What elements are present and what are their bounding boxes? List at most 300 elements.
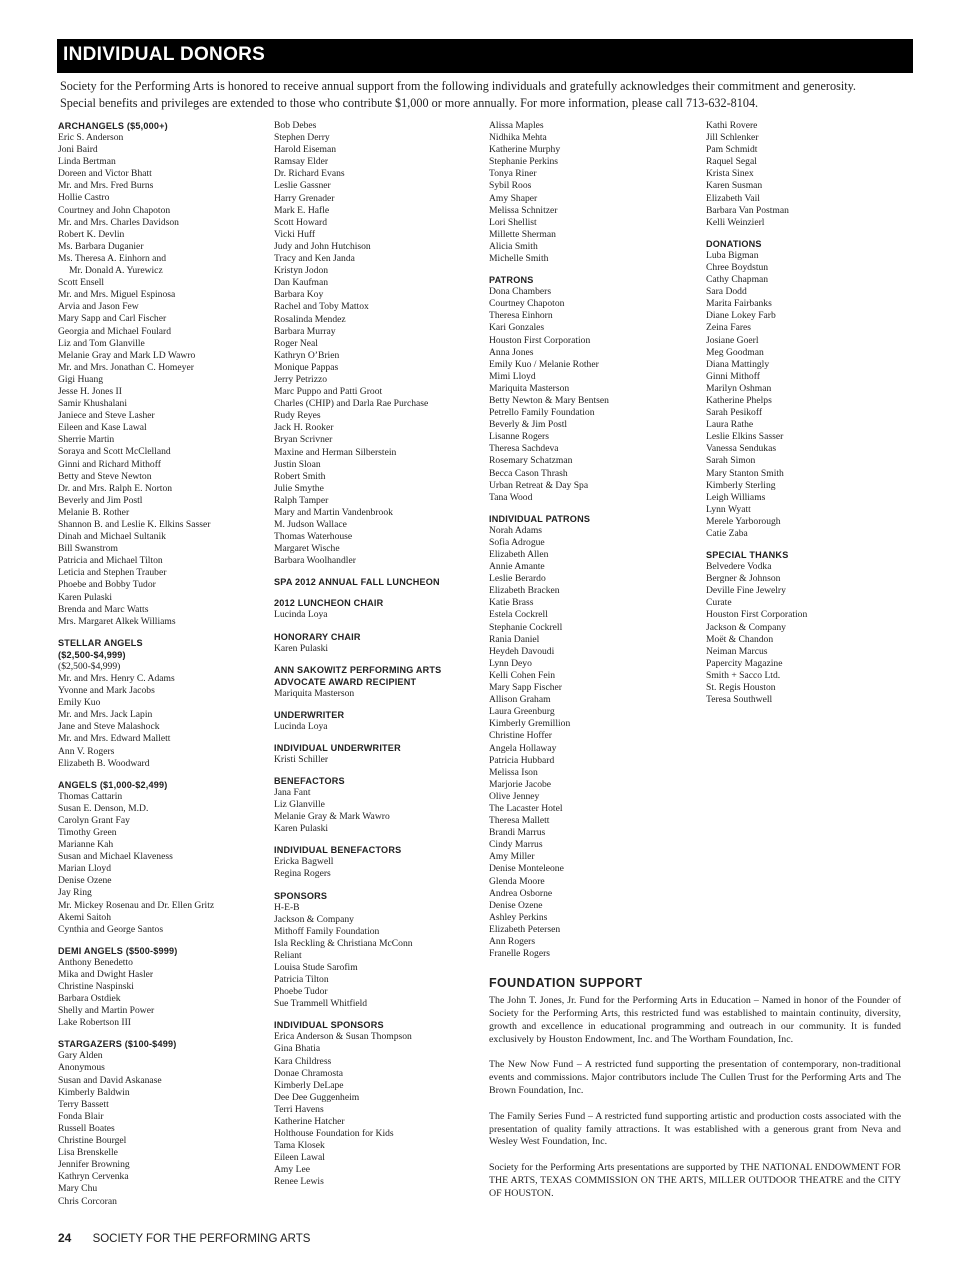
donor-name: The Lacaster Hotel — [489, 802, 563, 814]
donor-name: Chree Boydstun — [706, 261, 769, 273]
donor-name: Ms. Barbara Duganier — [58, 240, 144, 252]
donor-name: Jay Ring — [58, 887, 92, 899]
donor-name: Renee Lewis — [274, 1176, 324, 1188]
donor-name: Liz Glanville — [274, 799, 325, 811]
donor-name: Phoebe and Bobby Tudor — [58, 579, 156, 591]
donor-name: Sofia Adrogue — [489, 536, 545, 548]
donor-name: Regina Rogers — [274, 868, 331, 880]
donor-name: Theresa Mallett — [489, 815, 550, 827]
donor-name: Tama Klosek — [274, 1140, 325, 1152]
donor-name: Rudy Reyes — [274, 410, 321, 422]
donor-name: Kristi Schiller — [274, 753, 329, 765]
donor-name: Alicia Smith — [489, 240, 538, 252]
donor-name: Jackson & Company — [274, 913, 354, 925]
donor-name: Mr. Mickey Rosenau and Dr. Ellen Gritz — [58, 899, 215, 911]
donor-name: Kelli Weinzierl — [706, 216, 765, 228]
donor-name: Kimberly Baldwin — [58, 1086, 130, 1098]
donor-name: Tracy and Ken Janda — [274, 253, 355, 265]
donor-name: Amy Shaper — [489, 192, 538, 204]
donor-name: Kimberly Gremillion — [489, 718, 571, 730]
donor-name: Catie Zaba — [706, 528, 748, 539]
donor-name: Kathryn O’Brien — [274, 349, 340, 361]
donor-name: Dona Chambers — [489, 286, 552, 298]
donor-name: Lynn Wyatt — [706, 503, 751, 515]
donor-name: Meg Goodman — [706, 346, 764, 358]
donor-name: Cathy Chapman — [706, 274, 769, 286]
donor-name: Thomas Waterhouse — [274, 531, 353, 543]
donor-name: Susan E. Denson, M.D. — [58, 802, 149, 814]
donor-name: Mika and Dwight Hasler — [58, 968, 154, 980]
donor-name: Joni Baird — [58, 144, 98, 156]
donor-name: Sue Trammell Whitfield — [274, 998, 368, 1010]
donor-name: Melanie B. Rother — [58, 506, 130, 518]
donor-name: Ramsay Elder — [274, 156, 329, 168]
donor-name: Soraya and Scott McClelland — [58, 446, 171, 458]
donor-name: Elizabeth B. Woodward — [58, 757, 150, 769]
donor-name: Emily Kuo / Melanie Rother — [489, 358, 599, 370]
donor-name: Millette Sherman — [489, 228, 556, 240]
donor-name: Josiane Goerl — [706, 334, 759, 346]
donor-name: Zeina Fares — [706, 322, 752, 334]
donor-name: Kara Childress — [274, 1055, 332, 1067]
donor-name: Eileen and Kase Lawal — [58, 422, 147, 434]
donor-name: Liz and Tom Glanville — [58, 337, 145, 349]
donor-name: Barbara Ostdiek — [58, 993, 121, 1005]
donor-name: Dinah and Michael Sultanik — [58, 531, 166, 543]
intro-line: Society for the Performing Arts is honored to receive annual support from the following individuals and gratefully acknowledges their commitment and generosity. — [60, 79, 856, 93]
donor-name: Petrello Family Foundation — [489, 407, 595, 419]
donor-name: Janiece and Steve Lasher — [58, 410, 155, 422]
donor-name: Mark E. Hafle — [274, 204, 330, 216]
donor-name: Beverly and Jim Postl — [58, 494, 143, 506]
donor-name: Ralph Tamper — [274, 494, 329, 506]
donor-name: Isla Reckling & Christiana McConn — [274, 937, 413, 949]
donor-category-heading: BENEFACTORS — [274, 775, 345, 786]
donor-name: Mr. and Mrs. Henry C. Adams — [58, 672, 175, 684]
donor-category-heading: STELLAR ANGELS — [58, 637, 143, 648]
donor-name: Barbara Woolhandler — [274, 555, 356, 567]
donor-name: Barbara Murray — [274, 325, 336, 337]
donor-name: Katie Brass — [489, 597, 534, 609]
donor-name: Mimi Lloyd — [489, 370, 536, 382]
donor-name: Karen Pulaski — [58, 591, 113, 603]
donor-name: Jennifer Browning — [58, 1159, 130, 1171]
donor-name: Patricia Tilton — [274, 974, 329, 986]
donor-name: Katherine Hatcher — [274, 1116, 345, 1127]
donor-name: Norah Adams — [489, 524, 543, 536]
donor-name: Anthony Benedetto — [58, 956, 133, 968]
donor-name: Becca Cason Thrash — [489, 467, 568, 479]
donor-name: Annie Amante — [489, 561, 545, 573]
donor-category-heading: INDIVIDUAL BENEFACTORS — [274, 845, 402, 856]
donor-name: Glenda Moore — [489, 875, 545, 887]
donor-name: Shannon B. and Leslie K. Elkins Sasser — [58, 519, 211, 530]
donor-category-heading: INDIVIDUAL SPONSORS — [274, 1020, 384, 1031]
donor-name: Krista Sinex — [706, 168, 754, 180]
donor-name: Cynthia and George Santos — [58, 923, 164, 935]
donor-name: Marianne Kah — [58, 839, 114, 851]
donor-name: Heydeh Davoudi — [489, 645, 555, 657]
foundation-paragraph: Society for the Performing Arts presentations are supported by THE NATIONAL ENDOWMENT FOR THE ARTS, TEXAS COMMISSION ON THE ARTS, MILLER OUTDOOR THEATRE and the CITY OF HOUSTON. — [489, 1162, 901, 1199]
donor-name: Mr. and Mrs. Charles Davidson — [58, 216, 179, 228]
donor-name: Ann V. Rogers — [58, 745, 115, 757]
donor-name: Gary Alden — [58, 1050, 103, 1062]
donor-name: Leslie Elkins Sasser — [706, 431, 784, 443]
donor-name: Hollie Castro — [58, 192, 110, 204]
donor-column-4 — [706, 120, 916, 706]
donor-name: Robert Smith — [274, 470, 326, 482]
donor-name: Mr. and Mrs. Miguel Espinosa — [58, 289, 176, 301]
donor-name: Laura Greenburg — [489, 706, 555, 718]
donor-name: Sarah Simon — [706, 455, 756, 467]
donor-name: Robert K. Devlin — [58, 228, 125, 240]
donor-name: Leslie Berardo — [489, 573, 546, 585]
donor-name: Judy and John Hutchison — [274, 240, 371, 252]
donor-category-heading: SPECIAL THANKS — [706, 550, 789, 561]
donor-name: Leigh Williams — [706, 491, 766, 503]
donor-name: Rosemary Schatzman — [489, 455, 573, 467]
donor-name: Urban Retreat & Day Spa — [489, 479, 589, 491]
donor-name: Sherrie Martin — [58, 434, 115, 446]
footer-label: SOCIETY FOR THE PERFORMING ARTS — [92, 1233, 311, 1245]
donor-name: Mr. Donald A. Yurewicz — [69, 265, 163, 277]
donor-name: Julie Smythe — [274, 482, 324, 494]
donor-name: Charles (CHIP) and Darla Rae Purchase — [274, 398, 429, 410]
donor-name: Denise Monteleone — [489, 863, 564, 875]
donor-name: Louisa Stude Sarofim — [274, 961, 358, 973]
donor-name: Kari Gonzales — [489, 322, 545, 334]
donor-name: Elizabeth Bracken — [489, 585, 560, 597]
donor-name: Elizabeth Allen — [489, 549, 549, 560]
donor-category-heading: UNDERWRITER — [274, 709, 345, 720]
section-title: INDIVIDUAL DONORS — [63, 44, 266, 65]
donor-name: Akemi Saitoh — [58, 911, 112, 923]
donor-name: Jack H. Rooker — [274, 422, 334, 434]
donor-name: Mr. and Mrs. Fred Burns — [58, 180, 154, 192]
donor-name: Kathi Rovere — [706, 120, 758, 131]
donor-name: Andrea Osborne — [489, 887, 553, 899]
donor-name: Mary and Martin Vandenbrook — [274, 507, 393, 518]
donor-name: Pam Schmidt — [706, 144, 758, 156]
donor-name: Houston First Corporation — [489, 334, 591, 346]
page-footer — [58, 1231, 310, 1245]
foundation-paragraph: The John T. Jones, Jr. Fund for the Performing Arts in Education – Named in honor of the Founder of Society for the Performing Arts, this restricted fund was established to maintain continuity, diversity, growth and excellence in educational programming and outreach in our community. It is funded exclusively by Houston Endowment, Inc. and The Wortham Foundation, Inc. — [489, 995, 901, 1045]
section-banner — [57, 39, 913, 73]
donor-name: Diana Mattingly — [706, 358, 770, 370]
donor-name: Belvedere Vodka — [706, 561, 772, 573]
donor-name: Merele Yarborough — [706, 515, 781, 527]
donor-name: Dee Dee Guggenheim — [274, 1091, 360, 1103]
donor-category-heading: ANN SAKOWITZ PERFORMING ARTS — [274, 664, 442, 675]
donor-name: Carolyn Grant Fay — [58, 814, 130, 826]
donor-category-heading: ($2,500-$4,999) — [58, 649, 126, 660]
donor-name: Marita Fairbanks — [706, 298, 772, 310]
donor-name: Shelly and Martin Power — [58, 1005, 155, 1017]
donor-category-heading: INDIVIDUAL PATRONS — [489, 513, 591, 524]
donor-name: Chris Corcoran — [58, 1195, 117, 1207]
donor-name: Maxine and Herman Silberstein — [274, 446, 397, 458]
donor-name: Yvonne and Mark Jacobs — [58, 685, 155, 697]
donor-name: Michelle Smith — [489, 253, 549, 265]
donor-name: Bill Swanstrom — [58, 543, 118, 555]
donor-name: Harold Eiseman — [274, 144, 337, 156]
donor-name: Amy Lee — [274, 1164, 310, 1176]
donor-name: Mary Sapp and Carl Fischer — [58, 313, 167, 325]
foundation-paragraph: The New Now Fund – A restricted fund supporting the presentation of contemporary, non-traditional events and commissions. Major contributors include The Cullen Trust for the Performing Arts and The Brown Foundation, Inc. — [489, 1059, 901, 1096]
donor-name: Bob Debes — [274, 120, 317, 131]
donor-category-heading: STARGAZERS ($100-$499) — [58, 1039, 177, 1050]
donor-name: Timothy Green — [58, 826, 117, 838]
donor-name: Jana Fant — [274, 786, 311, 798]
donor-name: Kristyn Jodon — [274, 265, 329, 277]
foundation-support-title: FOUNDATION SUPPORT — [489, 976, 643, 991]
donor-name: Stephanie Cockrell — [489, 621, 563, 633]
donor-name: Sara Dodd — [706, 286, 747, 298]
donor-name: Eric S. Anderson — [58, 132, 124, 143]
donor-name: Marilyn Oshman — [706, 382, 772, 394]
donor-name: Christine Hoffer — [489, 730, 552, 742]
donor-name: Tonya Riner — [489, 168, 537, 180]
donor-name: Neiman Marcus — [706, 645, 768, 657]
donor-name: Susan and David Askanase — [58, 1074, 162, 1086]
donor-name: Katherine Murphy — [489, 144, 561, 156]
donor-name: Gigi Huang — [58, 373, 104, 385]
donor-name: Courtney and John Chapoton — [58, 204, 171, 216]
donor-name: Papercity Magazine — [706, 657, 783, 669]
donor-category-heading: ANGELS ($1,000-$2,499) — [58, 779, 168, 790]
donor-name: Mariquita Masterson — [489, 382, 570, 394]
donor-name: Amy Miller — [489, 851, 535, 863]
donor-name: Bergner & Johnson — [706, 573, 781, 585]
donor-name: Scott Howard — [274, 216, 328, 228]
donor-name: Karen Pulaski — [274, 823, 329, 835]
donor-name: Mary Stanton Smith — [706, 467, 784, 479]
donor-name: Curate — [706, 597, 732, 609]
donor-name: Alissa Maples — [489, 120, 544, 131]
donor-name: Dan Kaufman — [274, 277, 329, 289]
donor-name: Jesse H. Jones II — [58, 385, 122, 397]
donor-name: Anna Jones — [489, 346, 534, 358]
donor-name: Kelli Cohen Fein — [489, 669, 556, 681]
donor-category-heading: DONATIONS — [706, 238, 762, 249]
donor-name: Karen Pulaski — [274, 642, 329, 654]
donor-name: Ms. Theresa A. Einhorn and — [58, 252, 166, 264]
donor-name: Stephanie Perkins — [489, 156, 559, 168]
donor-name: Ginni Mithoff — [706, 370, 760, 382]
donor-name: H-E-B — [274, 901, 300, 913]
donor-category-heading: ADVOCATE AWARD RECIPIENT — [274, 676, 417, 687]
donor-name: Sybil Roos — [489, 180, 532, 192]
donor-name: Arvia and Jason Few — [58, 301, 139, 313]
donor-name: Barbara Van Postman — [706, 204, 789, 216]
donor-name: Tana Wood — [489, 491, 533, 503]
donor-category-heading: HONORARY CHAIR — [274, 631, 361, 642]
donor-name: Patricia and Michael Tilton — [58, 555, 163, 567]
donor-name: Deville Fine Jewelry — [706, 585, 786, 597]
donor-name: Thomas Cattarin — [58, 790, 123, 802]
donor-name: Justin Sloan — [274, 458, 321, 470]
donor-name: Ashley Perkins — [489, 911, 548, 923]
donor-name: ($2,500-$4,999) — [58, 660, 121, 672]
donor-name: Brenda and Marc Watts — [58, 603, 149, 615]
donor-name: Linda Bertman — [58, 156, 116, 168]
donor-name: Rania Daniel — [489, 633, 540, 645]
donor-name: Marc Puppo and Patti Groot — [274, 386, 383, 398]
donor-name: Rachel and Toby Mattox — [274, 301, 369, 313]
donor-name: Laura Rathe — [706, 419, 754, 431]
donor-name: Jackson & Company — [706, 621, 786, 633]
donor-name: Christine Bourgel — [58, 1135, 127, 1147]
donor-name: Emily Kuo — [58, 697, 101, 709]
intro-line: Special benefits and privileges are extended to those who contribute $1,000 or more annually. For more information, please call 713-632-8104. — [60, 96, 759, 110]
donor-name: Dr. and Mrs. Ralph E. Norton — [58, 482, 173, 494]
donor-name: Donae Chramosta — [274, 1067, 344, 1079]
donor-name: Luba Bigman — [706, 249, 759, 261]
donor-name: Dr. Richard Evans — [274, 168, 345, 180]
donor-name: Margaret Wische — [274, 543, 340, 555]
donor-name: Patricia Hubbard — [489, 754, 555, 766]
donor-name: Denise Ozene — [58, 875, 112, 887]
donor-name: Melissa Ison — [489, 766, 538, 778]
donor-column-1 — [58, 120, 268, 1208]
page-number: 24 — [58, 1231, 72, 1245]
donor-name: Monique Pappas — [274, 361, 339, 373]
donor-name: Elizabeth Petersen — [489, 923, 561, 935]
donor-name: Estela Cockrell — [489, 609, 548, 621]
donor-name: Jane and Steve Malashock — [58, 721, 160, 733]
donor-name: Courtney Chapoton — [489, 298, 565, 310]
donor-name: Ann Rogers — [489, 936, 536, 947]
donor-name: M. Judson Wallace — [274, 519, 347, 531]
donor-name: Russell Boates — [58, 1122, 115, 1134]
intro-text — [60, 78, 910, 112]
donor-name: Stephen Derry — [274, 132, 330, 144]
donor-name: Betty and Steve Newton — [58, 470, 152, 482]
donor-name: Kimberly Sterling — [706, 479, 776, 491]
donor-name: Marjorie Jacobe — [489, 778, 552, 790]
donor-name: Lori Shellist — [489, 216, 537, 228]
donor-name: Denise Ozene — [489, 899, 543, 911]
donor-name: Lynn Deyo — [489, 657, 532, 669]
donor-name: Erica Anderson & Susan Thompson — [274, 1031, 412, 1043]
donor-category-heading: SPONSORS — [274, 890, 328, 901]
donor-name: Lisa Brenskelle — [58, 1147, 118, 1159]
donor-name: Ginni and Richard Mithoff — [58, 458, 161, 470]
donor-name: Houston First Corporation — [706, 609, 808, 621]
donor-name: Lucinda Loya — [274, 609, 328, 621]
donor-name: Melissa Schnitzer — [489, 204, 558, 216]
donor-name: Lucinda Loya — [274, 720, 328, 732]
donor-name: Melanie Gray and Mark LD Wawro — [58, 349, 196, 361]
donor-name: Barbara Koy — [274, 289, 324, 301]
donor-name: Brandi Marrus — [489, 827, 546, 839]
donor-name: Leslie Gassner — [274, 180, 331, 192]
donor-name: Melanie Gray & Mark Wawro — [274, 811, 390, 823]
donor-name: Terri Havens — [274, 1103, 324, 1115]
donor-name: Kimberly DeLape — [274, 1079, 344, 1091]
donor-name: Betty Newton & Mary Bentsen — [489, 394, 609, 406]
donor-name: Mary Sapp Fischer — [489, 682, 563, 694]
donor-name: Susan and Michael Klaveness — [58, 851, 173, 863]
donor-name: Franelle Rogers — [489, 948, 551, 960]
donor-name: Vanessa Sendukas — [706, 443, 777, 455]
donor-name: St. Regis Houston — [706, 682, 776, 694]
donor-name: Holthouse Foundation for Kids — [274, 1128, 394, 1140]
donor-name: Terry Bassett — [58, 1098, 109, 1110]
donor-column-2 — [274, 120, 484, 1189]
donor-name: Diane Lokey Farb — [706, 310, 776, 322]
donor-name: Jerry Petrizzo — [274, 373, 328, 385]
donor-name: Anonymous — [58, 1062, 105, 1074]
donor-name: Christine Naspinski — [58, 981, 134, 992]
donor-name: Beverly & Jim Postl — [489, 419, 568, 431]
donor-name: Theresa Sachdeva — [489, 443, 559, 455]
donor-name: Lisanne Rogers — [489, 431, 549, 443]
donor-name: Sarah Pesikoff — [706, 407, 763, 419]
donor-name: Mr. and Mrs. Jack Lapin — [58, 709, 153, 721]
donor-category-heading: INDIVIDUAL UNDERWRITER — [274, 742, 401, 753]
donor-name: Mr. and Mrs. Edward Mallett — [58, 733, 171, 745]
donor-category-heading: DEMI ANGELS ($500-$999) — [58, 945, 178, 956]
donor-category-heading: SPA 2012 ANNUAL FALL LUNCHEON — [274, 577, 440, 588]
donor-name: Teresa Southwell — [706, 694, 773, 706]
foundation-paragraph: The Family Series Fund – A restricted fund supporting artistic and production costs associated with the presentation of quality family attractions. It was established with a generous grant from Neva and Wesley West Foundation, Inc. — [489, 1110, 901, 1148]
donor-name: Kathryn Cervenka — [58, 1171, 129, 1183]
donor-name: Bryan Scrivner — [274, 434, 333, 446]
donor-name: Smith + Sacco Ltd. — [706, 669, 781, 681]
donor-name: Raquel Segal — [706, 156, 757, 168]
donor-name: Moët & Chandon — [706, 633, 774, 645]
donor-name: Olive Jenney — [489, 790, 540, 802]
donor-category-heading: 2012 LUNCHEON CHAIR — [274, 598, 384, 609]
donor-name: Doreen and Victor Bhatt — [58, 168, 152, 180]
donor-name: Harry Grenader — [274, 192, 335, 204]
donor-name: Karen Susman — [706, 180, 763, 192]
donor-name: Georgia and Michael Foulard — [58, 325, 172, 337]
donor-name: Phoebe Tudor — [274, 986, 328, 998]
donor-name: Lake Robertson III — [58, 1017, 131, 1029]
donor-name: Nidhika Mehta — [489, 132, 547, 144]
donor-name: Samir Khushalani — [58, 398, 128, 410]
donor-name: Mary Chu — [58, 1183, 98, 1195]
donor-name: Ericka Bagwell — [274, 856, 334, 868]
donor-column-3-list — [489, 120, 699, 960]
donor-name: Scott Ensell — [58, 277, 105, 289]
donor-name: Allison Graham — [489, 694, 551, 706]
donor-name: Vicki Huff — [274, 228, 316, 240]
donor-name: Jill Schlenker — [706, 132, 759, 144]
donor-name: Leticia and Stephen Trauber — [58, 567, 167, 579]
donor-name: Angela Hollaway — [489, 742, 557, 754]
donor-category-heading: PATRONS — [489, 275, 534, 286]
donor-name: Fonda Blair — [58, 1110, 104, 1122]
donor-name: Gina Bhatia — [274, 1043, 321, 1055]
donor-name: Katherine Phelps — [706, 394, 772, 406]
donor-name: Mrs. Margaret Alkek Williams — [58, 615, 176, 627]
donor-name: Reliant — [274, 949, 302, 961]
donor-name: Mariquita Masterson — [274, 687, 355, 699]
donor-name: Mr. and Mrs. Jonathan C. Homeyer — [58, 361, 194, 373]
donor-category-heading: ARCHANGELS ($5,000+) — [58, 121, 168, 131]
donor-name: Elizabeth Vail — [706, 192, 760, 204]
donor-name: Theresa Einhorn — [489, 310, 553, 322]
donor-name: Cindy Marrus — [489, 839, 543, 851]
donor-name: Marian Lloyd — [58, 863, 112, 875]
donor-name: Rosalinda Mendez — [274, 313, 346, 325]
donor-name: Eileen Lawal — [274, 1152, 325, 1164]
donor-name: Roger Neal — [274, 337, 318, 349]
donor-name: Mithoff Family Foundation — [274, 925, 380, 937]
